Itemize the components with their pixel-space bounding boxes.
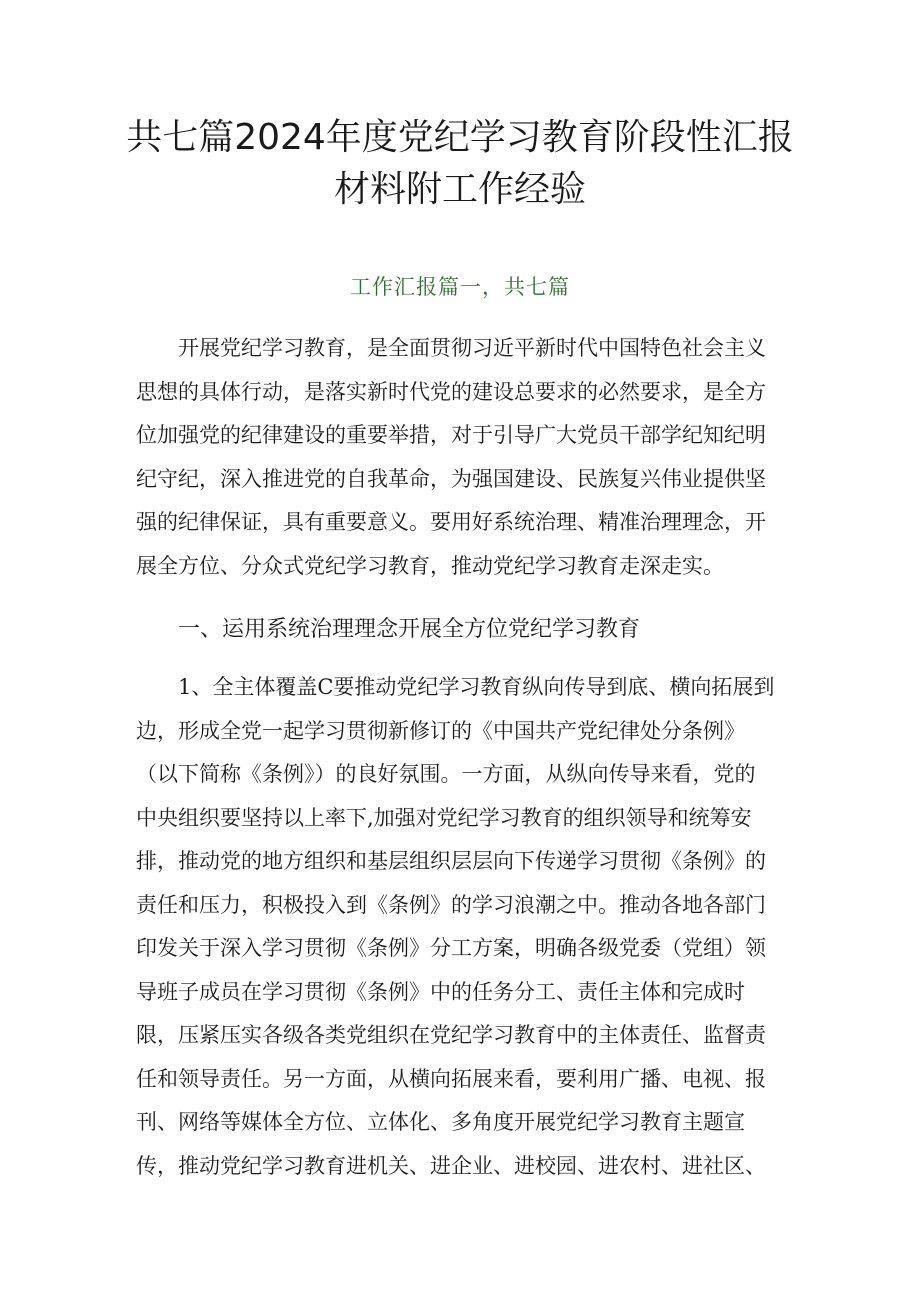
text-line: 限，压紧压实各级各类党组织在党纪学习教育中的主体责任、监督责 xyxy=(136,1023,766,1047)
text-line: 刊、网络等媒体全方位、立体化、多角度开展党纪学习教育主题宣 xyxy=(136,1110,745,1134)
text-line: 纪守纪，深入推进党的自我革命，为强国建设、民族复兴伟业提供坚 xyxy=(136,466,766,491)
text-line: 中央组织要坚持以上率下,加强对党纪学习教育的组织领导和统筹安 xyxy=(136,805,752,830)
title-line-2: 材料附工作经验 xyxy=(333,169,586,210)
text-line: 边，形成全党一起学习贯彻新修订的《中国共产党纪律处分条例》 xyxy=(136,718,745,743)
text-line: 展全方位、分众式党纪学习教育，推动党纪学习教育走深走实。 xyxy=(136,553,724,578)
text-line: 导班子成员在学习贯彻《条例》中的任务分工、责任主体和完成时 xyxy=(136,979,745,1004)
section-heading: 一、运用系统治理理念开展全方位党纪学习教育 xyxy=(178,617,641,642)
text-line: 传，推动党纪学习教育进机关、进企业、进校园、进农村、进社区、 xyxy=(136,1153,766,1178)
paragraph-item-1 xyxy=(136,666,791,1188)
text-line: 任和领导责任。另一方面，从横向拓展来看，要利用广播、电视、报 xyxy=(136,1066,766,1091)
section-subtitle: 工作汇报篇一，共七篇 xyxy=(350,275,570,299)
text-line: 印发关于深入学习贯彻《条例》分工方案，明确各级党委（党组）领 xyxy=(136,936,766,960)
title-line-1: 共七篇2024年度党纪学习教育阶段性汇报 xyxy=(126,117,794,158)
document-title xyxy=(120,112,800,216)
paragraph-intro xyxy=(136,327,791,588)
text-line: 开展党纪学习教育，是全面贯彻习近平新时代中国特色社会主义 xyxy=(136,336,766,360)
text-line: 责任和压力，积极投入到《条例》的学习浪潮之中。推动各地各部门 xyxy=(136,892,766,917)
text-line: 1、全主体覆盖C要推动党纪学习教育纵向传导到底、横向拓展到 xyxy=(136,675,775,699)
text-line: （以下简称《条例》）的良好氛围。一方面，从纵向传导来看，党的 xyxy=(136,762,756,786)
text-line: 强的纪律保证，具有重要意义。要用好系统治理、精准治理理念，开 xyxy=(136,510,766,534)
text-line: 思想的具体行动，是落实新时代党的建设总要求的必然要求，是全方 xyxy=(136,379,766,404)
text-line: 位加强党的纪律建设的重要举措，对于引导广大党员干部学纪知纪明 xyxy=(136,423,766,447)
text-line: 排，推动党的地方组织和基层组织层层向下传递学习贯彻《条例》的 xyxy=(136,849,766,873)
